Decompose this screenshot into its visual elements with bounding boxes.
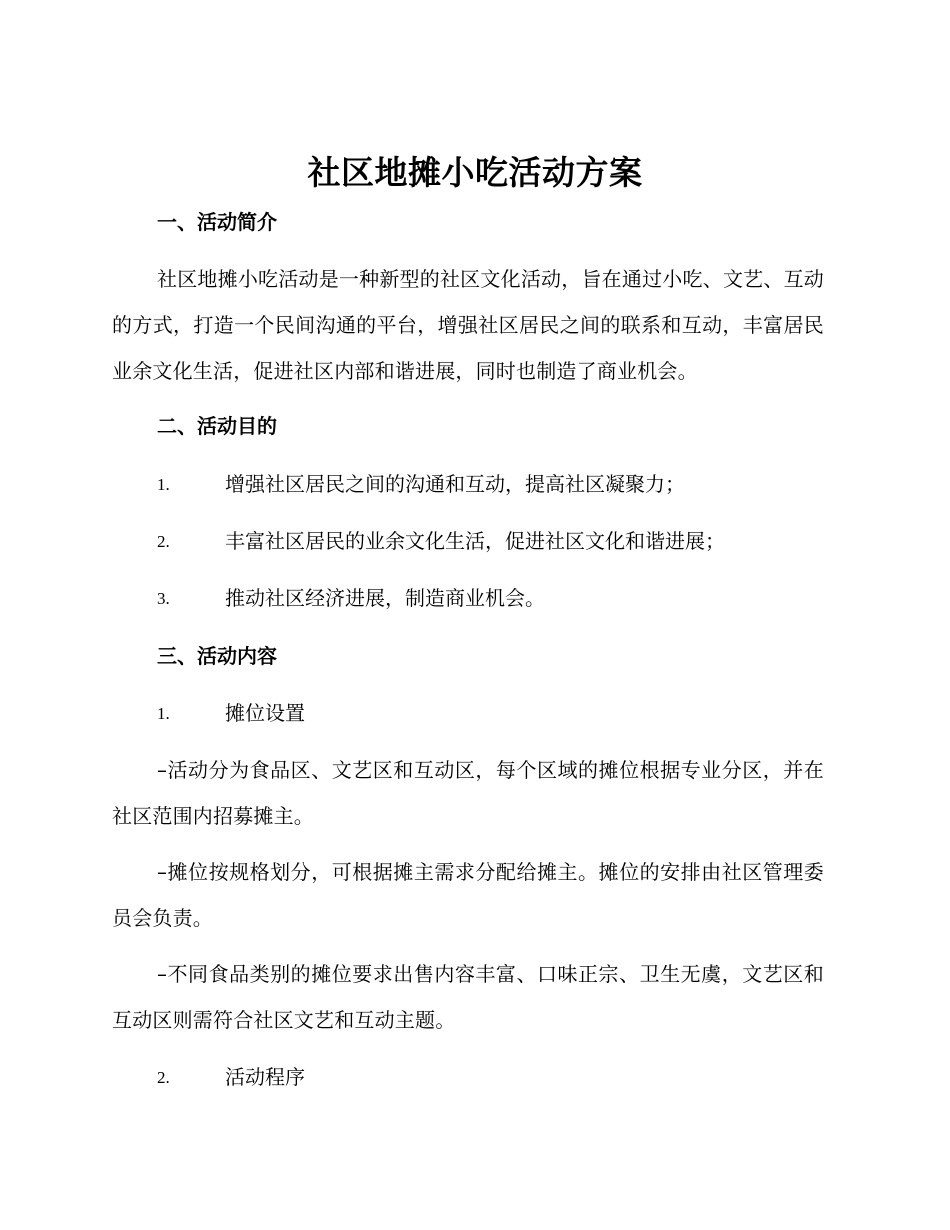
section-heading-content: 三、活动内容 <box>157 644 277 668</box>
document-title: 社区地摊小吃活动方案 <box>307 153 643 192</box>
booth-paragraph: –摊位按规格划分，可根据摊主需求分配给摊主。摊位的安排由社区管理委员会负责。 <box>112 860 824 930</box>
list-item-text: 增强社区居民之间的沟通和互动，提高社区凝聚力； <box>225 472 685 496</box>
booth-paragraph: –活动分为食品区、文艺区和互动区，每个区域的摊位根据专业分区，并在社区范围内招募摊主。 <box>112 758 824 828</box>
intro-paragraph: 社区地摊小吃活动是一种新型的社区文化活动，旨在通过小吃、文艺、互动的方式，打造一个民间沟通的平台，增强社区居民之间的联系和互动，丰富居民业余文化生活，促进社区内部和谐进展，同时也制造了商业机会。 <box>112 267 824 383</box>
section-heading-purpose: 二、活动目的 <box>157 414 277 438</box>
list-item-number: 3. <box>157 589 170 608</box>
subsection-title: 活动程序 <box>225 1065 305 1089</box>
list-item-number: 1. <box>157 475 170 494</box>
subsection-number: 2. <box>157 1068 170 1087</box>
booth-paragraph: –不同食品类别的摊位要求出售内容丰富、口味正宗、卫生无虞，文艺区和互动区则需符合社区文艺和互动主题。 <box>112 962 824 1032</box>
subsection-number: 1. <box>157 704 170 723</box>
list-item-number: 2. <box>157 532 170 551</box>
section-heading-intro: 一、活动简介 <box>157 210 277 234</box>
list-item-text: 丰富社区居民的业余文化生活，促进社区文化和谐进展； <box>225 529 725 553</box>
subsection-title: 摊位设置 <box>225 701 305 725</box>
list-item-text: 推动社区经济进展，制造商业机会。 <box>225 586 545 610</box>
